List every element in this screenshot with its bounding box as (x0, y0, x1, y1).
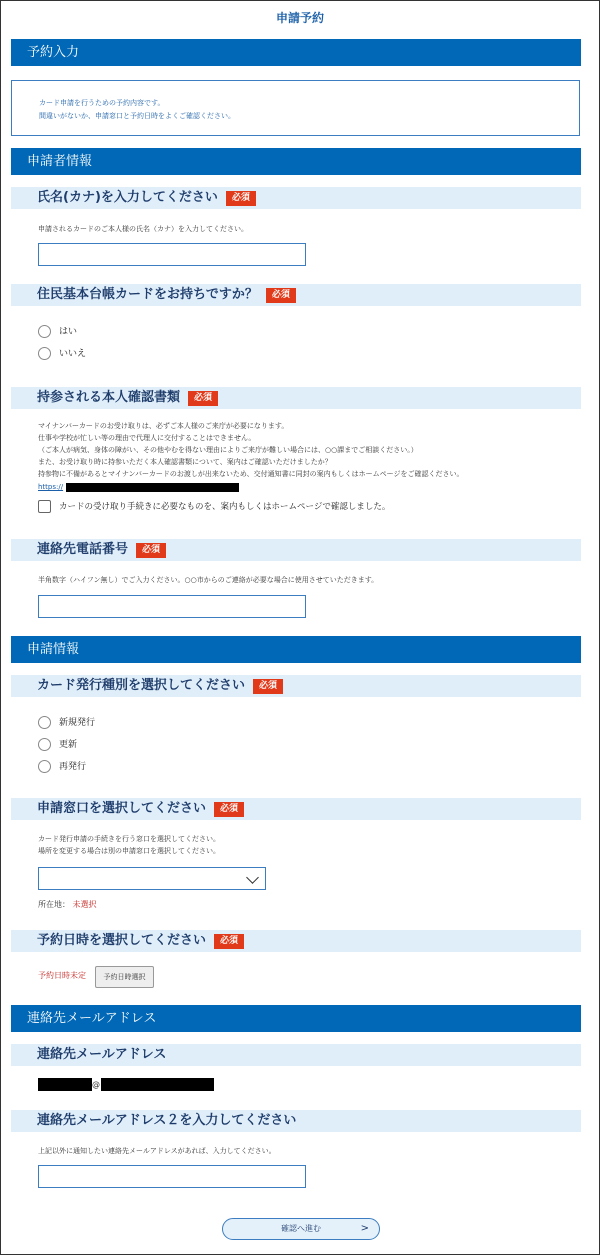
location-row (38, 899, 97, 910)
next-button[interactable] (222, 1218, 380, 1240)
email2-input[interactable] (38, 1165, 306, 1188)
name-kana-help: 申請されるカードのご本人様の氏名（カナ）を入力してください。 (38, 225, 248, 233)
juki-card-heading (11, 284, 581, 306)
redacted-email-local (38, 1078, 92, 1091)
radio-button[interactable] (38, 760, 51, 773)
id-docs-heading (11, 387, 581, 409)
section-application-info: 申請情報 (11, 636, 581, 663)
name-kana-heading-text: 氏名(カナ)を入力してください (37, 190, 218, 205)
location-label: 所在地： (38, 900, 70, 909)
email-heading (11, 1044, 581, 1066)
radio-button[interactable] (38, 738, 51, 751)
email-at: @ (92, 1080, 100, 1089)
datetime-heading-text: 予約日時を選択してください (37, 933, 207, 948)
radio-label: 再発行 (59, 762, 87, 772)
section-applicant-info: 申請者情報 (11, 148, 581, 175)
email2-heading-text: 連絡先メールアドレス２を入力してください (37, 1113, 297, 1128)
required-badge: 必須 (253, 679, 283, 694)
juki-card-option-no[interactable] (38, 347, 86, 363)
page-title: 申請予約 (275, 11, 324, 25)
required-badge: 必須 (214, 934, 244, 949)
email-heading-text: 連絡先メールアドレス (37, 1047, 167, 1062)
phone-input[interactable] (38, 595, 306, 618)
radio-label: 新規発行 (59, 718, 96, 728)
redacted-email-domain (101, 1078, 214, 1091)
required-badge: 必須 (136, 543, 166, 558)
id-docs-line-1: マイナンバーカードのお受け取りは、必ずご本人様のご来庁が必要になります。 (38, 422, 289, 430)
select-datetime-button[interactable]: 予約日時選択 (95, 966, 154, 988)
juki-card-option-yes[interactable] (38, 325, 77, 341)
datetime-status: 予約日時未定 (38, 971, 86, 980)
card-type-option-new[interactable] (38, 716, 95, 732)
required-badge: 必須 (226, 191, 256, 206)
email2-help: 上記以外に通知したい連絡先メールアドレスがあれば、入力してください。 (38, 1147, 276, 1155)
card-type-option-renew[interactable] (38, 738, 77, 754)
datetime-heading (11, 930, 581, 952)
window-heading (11, 798, 581, 820)
id-docs-line-2: 仕事や学校が忙しい等の理由で代理人に交付することはできません。 (38, 434, 256, 442)
id-docs-heading-text: 持参される本人確認書類 (37, 390, 181, 405)
section-contact-email: 連絡先メールアドレス (11, 1005, 581, 1032)
email2-heading (11, 1110, 581, 1132)
window-heading-text: 申請窓口を選択してください (37, 801, 207, 816)
radio-label: はい (59, 327, 78, 337)
id-docs-link[interactable]: https:// (38, 483, 64, 491)
intro-line-2: 間違いがないか、申請窓口と予約日時をよくご確認ください。 (39, 112, 235, 120)
next-button-label: 確認へ進む (281, 1224, 321, 1233)
location-value: 未選択 (72, 900, 97, 909)
confirm-checkbox-label: カードの受け取り手続きに必要なものを、案内もしくはホームページで確認しました。 (59, 502, 391, 512)
window-help-1: カード発行申請の手続きを行う窓口を選択してください。 (38, 835, 220, 843)
card-type-option-reissue[interactable] (38, 760, 86, 776)
required-badge: 必須 (188, 391, 218, 406)
required-badge: 必須 (214, 802, 244, 817)
section-reservation-input: 予約入力 (11, 39, 581, 66)
required-badge: 必須 (266, 288, 296, 303)
phone-heading-text: 連絡先電話番号 (37, 542, 129, 557)
radio-button[interactable] (38, 347, 51, 360)
name-kana-input[interactable] (38, 243, 306, 266)
id-docs-link-row (38, 482, 63, 493)
juki-card-heading-text: 住民基本台帳カードをお持ちですか？ (37, 287, 258, 302)
id-docs-confirm[interactable] (38, 500, 390, 516)
intro-box (11, 80, 580, 136)
id-docs-line-4: また、お受け取り時に持参いただく本人確認書類について、案内はご確認いただけましたか？ (38, 458, 332, 466)
phone-help: 半角数字（ハイフン無し）でご入力ください。○○市からのご連絡が必要な場合に使用させていただきます。 (38, 576, 379, 584)
window-select[interactable] (38, 867, 266, 890)
radio-button[interactable] (38, 325, 51, 338)
card-type-heading (11, 675, 581, 697)
redacted-url (66, 483, 239, 492)
phone-heading (11, 539, 581, 561)
window-help-2: 場所を変更する場合は別の申請窓口を選択してください。 (38, 847, 220, 855)
radio-label: いいえ (59, 349, 87, 359)
id-docs-line-5: 持参物に不備があるとマイナンバーカードのお渡しが出来ないため、交付通知書に同封の案内もしくはホームページをご確認ください。 (38, 470, 464, 478)
confirm-checkbox[interactable] (38, 500, 51, 513)
radio-label: 更新 (59, 740, 78, 750)
intro-line-1: カード申請を行うための予約内容です。 (39, 99, 165, 107)
id-docs-line-3: （ご本人が病気、身体の障がい、その他やむを得ない理由によりご来庁が難しい場合には、○○課までご相談ください。） (38, 446, 418, 454)
radio-button[interactable] (38, 716, 51, 729)
chevron-right-icon: > (360, 1223, 369, 1234)
name-kana-heading (11, 187, 581, 209)
card-type-heading-text: カード発行種別を選択してください (37, 678, 246, 693)
chevron-down-icon (246, 871, 259, 884)
